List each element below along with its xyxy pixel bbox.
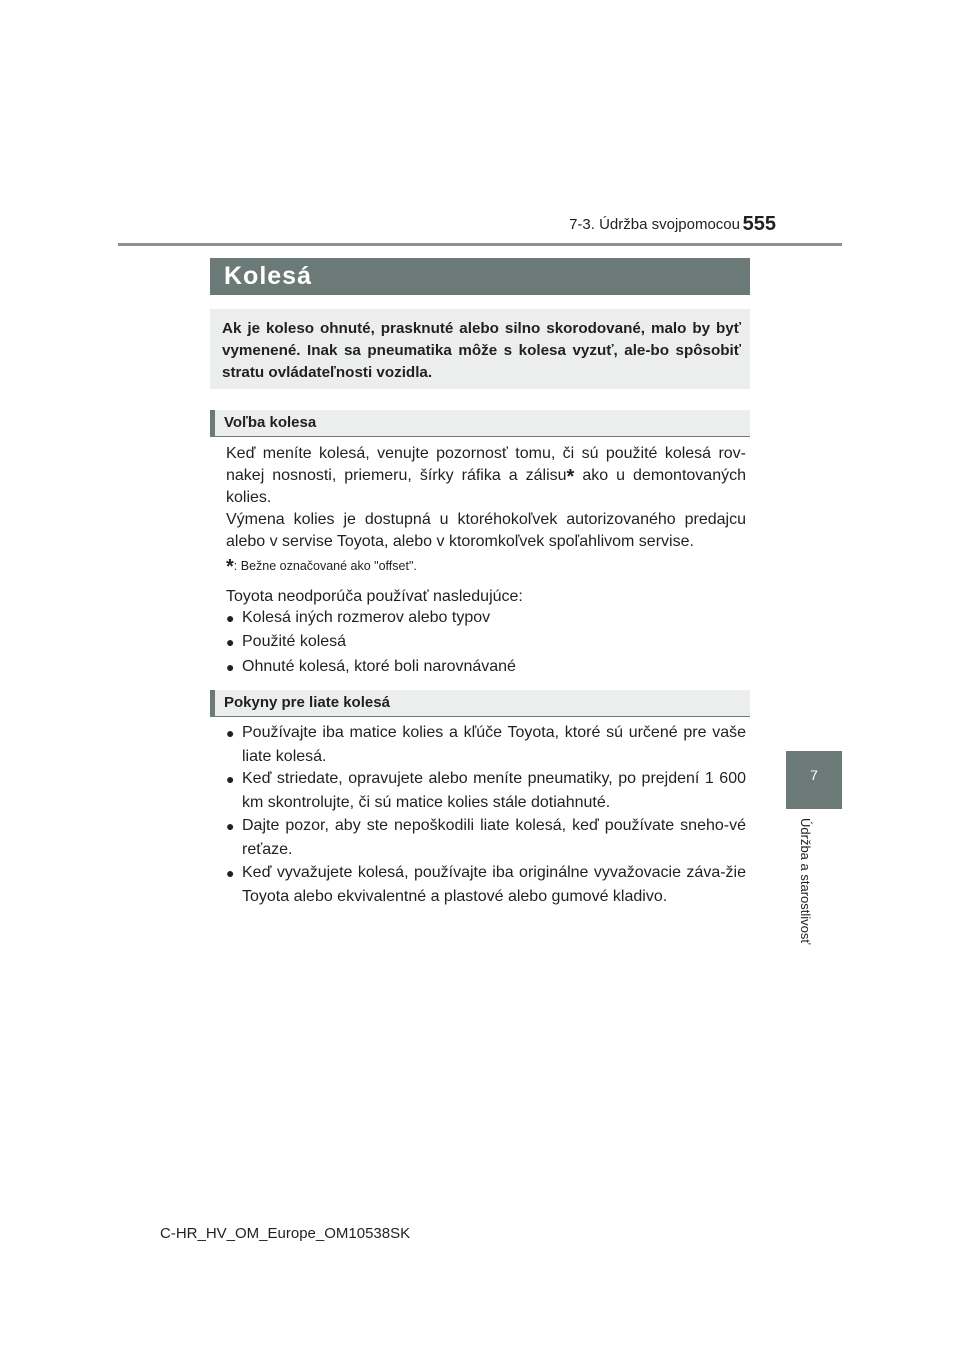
section-heading-wheel-choice — [210, 410, 750, 437]
asterisk-mark: * — [566, 466, 575, 488]
list-item-text: Použité kolesá — [242, 633, 347, 650]
list-item-text: Kolesá iných rozmerov alebo typov — [242, 609, 491, 626]
heading-marker — [210, 690, 215, 717]
list-item-text: Keď vyvažujete kolesá, používajte iba originálne vyvažovacie záva-žie Toyota alebo ekvivalentné a plastové alebo gumové kladivo. — [242, 864, 746, 905]
bullet-icon: ● — [226, 865, 235, 881]
footnote — [226, 556, 417, 578]
bullet-icon: ● — [226, 634, 235, 650]
section-heading-text: Voľba kolesa — [224, 414, 317, 431]
paragraph-replacement: Výmena kolies je dostupná u ktoréhokoľvek autorizovaného predajcu alebo v servise Toyota, alebo v ktoromkoľvek spoľahlivom servise. — [226, 511, 746, 550]
list-item — [226, 606, 746, 630]
list-item-text: Používajte iba matice kolies a kľúče Toyota, ktoré sú určené pre vaše liate kolesá. — [242, 724, 746, 765]
chapter-label — [787, 818, 813, 978]
intro-text: Ak je koleso ohnuté, prasknuté alebo silno skorodované, malo by byť vymenené. Inak sa pneumatika môže s kolesa vyzuť, ale-bo spôsobiť stratu ovládateľnosti vozidla. — [222, 320, 741, 381]
chapter-label-text: Údržba a starostlivosť — [798, 818, 813, 945]
bullet-icon: ● — [226, 610, 235, 626]
bullet-icon: ● — [226, 771, 235, 787]
section-heading-alloy-wheels — [210, 690, 750, 717]
list-item — [226, 814, 746, 862]
list-item — [226, 861, 746, 909]
footnote-text: : Bežne označované ako "offset". — [233, 559, 417, 573]
bullet-icon: ● — [226, 659, 235, 675]
page-title: Kolesá — [224, 262, 312, 290]
intro-box — [210, 309, 750, 389]
footnote-asterisk: * — [226, 556, 234, 578]
document-code: C-HR_HV_OM_Europe_OM10538SK — [160, 1225, 411, 1242]
paragraph-wheel-choice — [226, 443, 746, 509]
list-item-text: Dajte pozor, aby ste nepoškodili liate kolesá, keď používate sneho-vé reťaze. — [242, 817, 746, 858]
header-divider — [118, 243, 842, 246]
not-recommended-lead: Toyota neodporúča používať nasledujúce: — [226, 588, 523, 605]
bullet-icon: ● — [226, 725, 235, 741]
page-title-bar — [210, 258, 750, 295]
list-item-text: Ohnuté kolesá, ktoré boli narovnávané — [242, 658, 516, 675]
list-item — [226, 767, 746, 815]
paragraph-text-end: ako u demontovaných kolies. — [226, 467, 746, 506]
list-item — [226, 721, 746, 769]
chapter-number: 7 — [810, 767, 818, 783]
bullet-icon: ● — [226, 818, 235, 834]
list-item-text: Keď striedate, opravujete alebo meníte pneumatiky, po prejdení 1 600 km skontrolujte, či sú matice kolies stále dotiahnuté. — [242, 770, 746, 811]
paragraph-text: Keď meníte kolesá, venujte pozornosť tomu, či sú použité kolesá rov-nakej nosnosti, priemeru, šírky ráfika a zálisu — [226, 445, 746, 484]
header-section-title: 7-3. Údržba svojpomocou — [569, 216, 740, 233]
chapter-tab — [786, 751, 842, 809]
section-heading-text: Pokyny pre liate kolesá — [224, 694, 390, 711]
list-item — [226, 630, 746, 654]
page-number: 555 — [742, 213, 776, 235]
heading-marker — [210, 410, 215, 437]
list-item — [226, 655, 746, 679]
